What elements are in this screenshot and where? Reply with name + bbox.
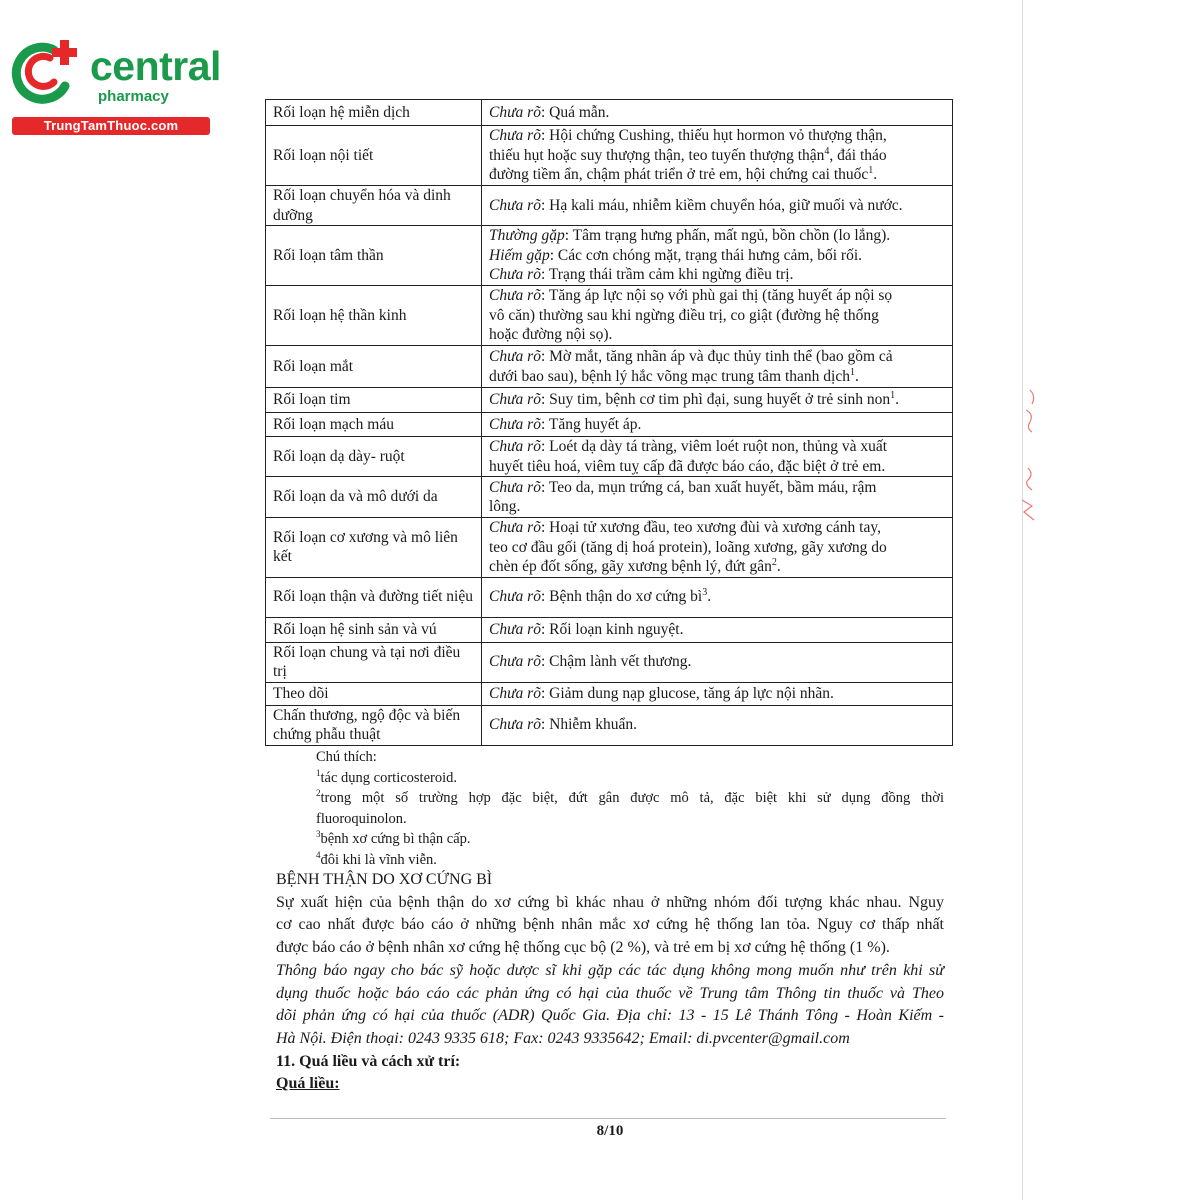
reaction-line	[489, 587, 945, 607]
frequency-label: Chưa rõ	[489, 348, 541, 365]
reaction-line	[489, 103, 945, 123]
reaction-text: : Tăng áp lực nội sọ với phù gai thị (tăng huyết áp nội sọ	[540, 287, 893, 305]
reaction-text: : Các cơn chóng mặt, trạng thái hưng cảm, bối rối.	[549, 246, 863, 264]
frequency-label: Chưa rõ	[489, 620, 541, 638]
reaction-text: đường tiềm ẩn, chậm phát triển ở trẻ em, hội chứng cai thuốc	[489, 166, 869, 184]
brand-site-link[interactable]: TrungTamThuoc.com	[12, 117, 210, 135]
table-row	[266, 226, 953, 286]
reaction-text: .	[854, 367, 859, 385]
reaction-text: .	[873, 166, 878, 184]
reaction-line	[489, 415, 945, 435]
report-notice-line: Hà Nội. Điện thoại: 0243 9335 618; Fax: 0243 9335642; Email: di.pvcenter@gmail.com	[276, 1029, 850, 1047]
reaction-cell	[482, 286, 953, 346]
table-row	[266, 477, 953, 518]
reaction-text: , đái tháo	[829, 146, 887, 164]
frequency-label: Chưa rõ	[489, 103, 541, 121]
reaction-text: : Hoại tử xương đầu, teo xương đùi và xương cánh tay,	[540, 519, 881, 536]
organ-class-cell: Chấn thương, ngộ độc và biến chứng phẫu thuật	[266, 705, 482, 745]
table-row	[266, 100, 953, 126]
reaction-text: : Trạng thái trầm cảm khi ngừng điều trị.	[540, 266, 794, 284]
organ-class-cell: Rối loạn mắt	[266, 346, 482, 388]
frequency-label: Chưa rõ	[489, 716, 541, 734]
footnote-ref: 2	[771, 556, 777, 568]
frequency-label: Chưa rõ	[489, 588, 541, 606]
reaction-line	[489, 165, 945, 185]
reaction-line	[489, 684, 945, 704]
table-row	[266, 682, 953, 705]
footnote-1: $^1$tác dụng corticosteroid.	[316, 767, 457, 786]
reaction-cell	[482, 437, 953, 477]
organ-class-cell: Rối loạn hệ thần kinh	[266, 286, 482, 346]
table-row	[266, 577, 953, 617]
reaction-cell	[482, 705, 953, 745]
reaction-text: : Teo da, mụn trứng cá, ban xuất huyết, bầm máu, rậm	[540, 478, 877, 496]
reaction-line	[489, 518, 945, 538]
reaction-text: thiếu hụt hoặc suy thượng thận, teo tuyến thượng thận	[489, 146, 825, 164]
paragraph-line: cơ cao nhất được báo cáo ở những bệnh nhân mắc xơ cứng hệ thống lan tỏa. Nguy cơ thấp nhất	[276, 916, 944, 934]
organ-class-cell: Rối loạn mạch máu	[266, 413, 482, 437]
reaction-text: huyết tiêu hoá, viêm tuỵ cấp đã được báo cáo, đặc biệt ở trẻ em.	[489, 457, 886, 475]
frequency-label: Chưa rõ	[489, 519, 541, 536]
footnotes-title: Chú thích:	[316, 749, 377, 765]
paragraph-line: Sự xuất hiện của bệnh thận do xơ cứng bì khác nhau ở những nhóm đối tượng khác nhau. Nguy	[276, 893, 944, 911]
reaction-cell	[482, 642, 953, 682]
footnote-ref: 1	[890, 390, 896, 402]
reaction-line	[489, 457, 945, 477]
reaction-text: hoặc đường nội sọ).	[489, 326, 613, 344]
reaction-text: : Suy tim, bệnh cơ tim phì đại, sung huyết ở trẻ sinh non	[540, 391, 891, 409]
reaction-text: dưới bao sau), bệnh lý hắc võng mạc trung tâm thanh dịch	[489, 367, 850, 385]
reaction-line	[489, 226, 945, 246]
page-number: 8/10	[596, 1123, 624, 1139]
footnote-ref: 4	[824, 145, 830, 157]
paragraph-line: được báo cáo ở bệnh nhân xơ cứng hệ thống cục bộ (2 %), và trẻ em bị xơ cứng hệ thống (1 %).	[276, 939, 890, 957]
reaction-cell	[482, 346, 953, 388]
reaction-text: : Quá mẫn.	[540, 103, 610, 121]
reaction-text: : Hạ kali máu, nhiễm kiềm chuyển hóa, giữ muối và nước.	[540, 196, 903, 214]
reaction-cell	[482, 682, 953, 705]
overdose-heading: 11. Quá liều và cách xử trí:	[276, 1052, 461, 1070]
reaction-cell	[482, 226, 953, 286]
organ-class-cell: Rối loạn dạ dày- ruột	[266, 437, 482, 477]
frequency-label: Thường gặp	[489, 227, 565, 245]
organ-class-cell: Rối loạn nội tiết	[266, 126, 482, 186]
organ-class-cell: Rối loạn chung và tại nơi điều trị	[266, 642, 482, 682]
reaction-text: .	[895, 391, 900, 409]
brand-name: central	[90, 43, 221, 89]
scleroderma-section	[276, 869, 944, 1096]
reaction-line	[489, 196, 945, 216]
table-row	[266, 413, 953, 437]
footnotes	[316, 747, 944, 870]
reaction-cell	[482, 518, 953, 578]
table-row	[266, 642, 953, 682]
organ-class-cell: Rối loạn da và mô dưới da	[266, 477, 482, 518]
footnote-ref: 1	[849, 366, 855, 378]
reaction-text: .	[776, 558, 781, 575]
page-edge-divider	[1022, 0, 1023, 1200]
report-notice-line: Thông báo ngay cho bác sỹ hoặc dược sĩ khi gặp các tác dụng không mong muốn như trên khi sử	[276, 961, 944, 979]
frequency-label: Chưa rõ	[489, 478, 541, 496]
reaction-line	[489, 497, 945, 517]
frequency-label: Chưa rõ	[489, 196, 541, 214]
reaction-cell	[482, 477, 953, 518]
reaction-text: : Rối loạn kinh nguyệt.	[540, 620, 684, 638]
frequency-label: Chưa rõ	[489, 438, 541, 455]
footnote-2-cont: fluoroquinolon.	[316, 810, 407, 827]
report-notice-line: dõi phản ứng có hại của thuốc (ADR) Quốc Gia. Địa chỉ: 13 - 15 Lê Thánh Tông - Hoàn Kiếm -	[276, 1007, 944, 1025]
organ-class-cell: Rối loạn cơ xương và mô liên kết	[266, 518, 482, 578]
organ-class-cell: Rối loạn tâm thần	[266, 226, 482, 286]
reaction-line	[489, 146, 945, 166]
frequency-label: Chưa rõ	[489, 287, 541, 305]
reaction-cell	[482, 100, 953, 126]
reaction-line	[489, 246, 945, 266]
reaction-text: : Bệnh thận do xơ cứng bì	[540, 588, 703, 606]
frequency-label: Chưa rõ	[489, 391, 541, 409]
reaction-line	[489, 347, 945, 367]
reaction-text: : Chậm lành vết thương.	[540, 653, 692, 671]
frequency-label: Chưa rõ	[489, 684, 541, 702]
overdose-subheading: Quá liều:	[276, 1075, 340, 1093]
reaction-cell	[482, 413, 953, 437]
frequency-label: Chưa rõ	[489, 653, 541, 671]
reaction-text: .	[707, 588, 712, 606]
reaction-cell	[482, 617, 953, 642]
frequency-label: Chưa rõ	[489, 266, 541, 284]
reaction-line	[489, 265, 945, 285]
table-row	[266, 617, 953, 642]
reaction-text: : Loét dạ dày tá tràng, viêm loét ruột non, thủng và xuất	[540, 438, 888, 455]
reaction-line	[489, 390, 945, 410]
section-heading: BỆNH THẬN DO XƠ CỨNG BÌ	[276, 871, 493, 888]
reaction-line	[489, 557, 945, 577]
footnote-ref: 1	[868, 165, 874, 177]
reaction-line	[489, 652, 945, 672]
reaction-line	[489, 367, 945, 387]
reaction-text: vô căn) thường sau khi ngừng điều trị, co giật (đường hệ thống	[489, 306, 879, 324]
footnote-2: $^2$trong một số trường hợp đặc biệt, đứt gân được mô tả, đặc biệt khi sử dụng đồng thời	[316, 788, 944, 806]
reaction-cell	[482, 388, 953, 413]
reaction-line	[489, 538, 945, 558]
reaction-line	[489, 715, 945, 735]
reaction-text: : Nhiễm khuẩn.	[540, 716, 637, 734]
organ-class-cell: Rối loạn chuyển hóa và dinh dưỡng	[266, 186, 482, 226]
reaction-cell	[482, 126, 953, 186]
reaction-text: : Hội chứng Cushing, thiếu hụt hormon vỏ thượng thận,	[540, 127, 887, 145]
table-row	[266, 126, 953, 186]
reaction-line	[489, 478, 945, 498]
table-row	[266, 705, 953, 745]
reaction-text: chèn ép đốt sống, gãy xương bệnh lý, đứt gân	[489, 558, 772, 575]
reaction-line	[489, 126, 945, 146]
reaction-line	[489, 286, 945, 306]
footnote-3: $^3$bệnh xơ cứng bì thận cấp.	[316, 829, 471, 847]
report-notice-line: dụng thuốc hoặc báo cáo các phản ứng có hại của thuốc về Trung tâm Thông tin thuốc và Theo	[276, 984, 944, 1002]
table-row	[266, 437, 953, 477]
reaction-text: : Tăng huyết áp.	[540, 415, 642, 433]
footer-divider	[270, 1118, 946, 1119]
organ-class-cell: Rối loạn hệ miễn dịch	[266, 100, 482, 126]
reaction-line	[489, 306, 945, 326]
organ-class-cell: Rối loạn hệ sinh sản và vú	[266, 617, 482, 642]
reaction-line	[489, 325, 945, 345]
reaction-text: teo cơ đầu gối (tăng dị hoá protein), loãng xương, gãy xương do	[489, 538, 887, 556]
footnote-ref: 3	[702, 587, 708, 599]
reaction-text: : Tâm trạng hưng phấn, mất ngủ, bồn chồn (lo lắng).	[564, 227, 891, 245]
table-row	[266, 346, 953, 388]
red-stamp-mark	[1008, 380, 1038, 540]
pharmacy-cross-logo-icon	[10, 38, 80, 106]
reaction-text: : Mờ mắt, tăng nhãn áp và đục thủy tinh thể (bao gồm cả	[540, 348, 893, 365]
reaction-cell	[482, 186, 953, 226]
reaction-cell	[482, 577, 953, 617]
footnote-4: $^4$đôi khi là vĩnh viễn.	[316, 849, 437, 868]
brand-subtitle: pharmacy	[98, 88, 169, 105]
organ-class-cell: Rối loạn tim	[266, 388, 482, 413]
frequency-label: Chưa rõ	[489, 415, 541, 433]
organ-class-cell: Rối loạn thận và đường tiết niệu	[266, 577, 482, 617]
table-row	[266, 186, 953, 226]
table-row	[266, 286, 953, 346]
frequency-label: Hiếm gặp	[489, 246, 550, 264]
frequency-label: Chưa rõ	[489, 127, 541, 145]
reaction-line	[489, 437, 945, 457]
reaction-text: lông.	[489, 498, 521, 515]
brand-logo	[10, 38, 221, 138]
reaction-line	[489, 620, 945, 640]
table-row	[266, 518, 953, 578]
organ-class-cell: Theo dõi	[266, 682, 482, 705]
table-row	[266, 388, 953, 413]
adverse-reactions-table	[265, 99, 953, 746]
reaction-text: : Giảm dung nạp glucose, tăng áp lực nội nhãn.	[540, 684, 834, 702]
